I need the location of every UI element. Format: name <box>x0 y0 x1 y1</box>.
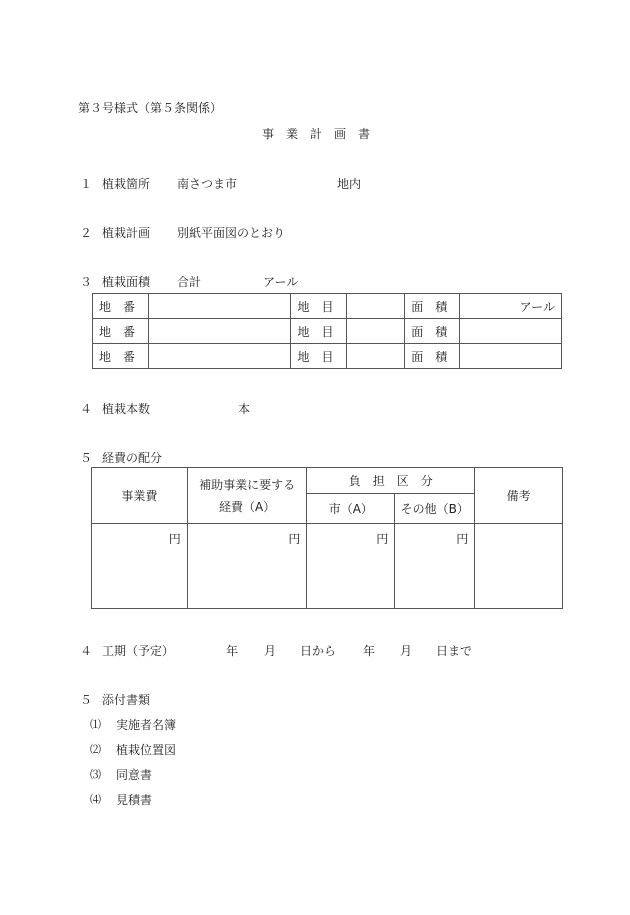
expense-table <box>91 467 563 609</box>
section-label: 植栽面積 <box>102 275 151 289</box>
item-text: 同意書 <box>116 768 153 782</box>
table-header-row <box>92 468 563 494</box>
item-text: 見積書 <box>116 793 153 807</box>
year-label: 年 <box>226 644 239 658</box>
item-text: 植栽位置図 <box>116 743 177 757</box>
item-index: ⑶ <box>90 768 101 781</box>
day-from-label: 日から <box>300 644 337 658</box>
header-sonota: その他（B） <box>395 494 475 524</box>
chimoku-value[interactable] <box>347 319 405 344</box>
document-title: 事 業 計 画 書 <box>262 127 371 141</box>
section-number: ２ <box>80 226 93 240</box>
table-row <box>92 524 563 609</box>
item-text: 実施者名簿 <box>116 718 177 732</box>
section-number: ５ <box>80 451 93 465</box>
header-jigyohi: 事業費 <box>92 468 188 524</box>
sonota-value[interactable]: 円 <box>395 524 475 609</box>
table-row <box>93 294 562 319</box>
year-label-2: 年 <box>363 644 376 658</box>
chiban-label: 地 番 <box>93 344 149 369</box>
plan-value: 別紙平面図のとおり <box>177 226 286 240</box>
biko-value[interactable] <box>475 524 563 609</box>
total-label: 合計 <box>177 275 202 289</box>
chiban-label: 地 番 <box>93 319 149 344</box>
item-index: ⑷ <box>90 793 101 806</box>
chiban-value[interactable] <box>148 344 291 369</box>
count-unit: 本 <box>238 402 251 416</box>
section-label: 植栽計画 <box>102 226 151 240</box>
header-futan: 負 担 区 分 <box>307 468 475 494</box>
header-biko: 備考 <box>475 468 563 524</box>
section-number: １ <box>80 177 93 191</box>
menseki-value[interactable] <box>460 344 562 369</box>
section-label: 経費の配分 <box>102 451 163 465</box>
table-row <box>93 344 562 369</box>
section-number: ３ <box>80 275 93 289</box>
section-label: 植栽箇所 <box>102 177 151 191</box>
location-suffix: 地内 <box>337 177 362 191</box>
chiban-value[interactable] <box>148 319 291 344</box>
section-label: 植栽本数 <box>102 402 151 416</box>
day-to-label: 日まで <box>436 644 473 658</box>
header-hojo-line2: 経費（A） <box>218 499 276 514</box>
header-hojo <box>187 468 307 524</box>
chimoku-value[interactable] <box>347 344 405 369</box>
header-shi: 市（A） <box>307 494 395 524</box>
chiban-value[interactable] <box>148 294 291 319</box>
city-name: 南さつま市 <box>177 177 238 191</box>
month-label-2: 月 <box>400 644 413 658</box>
shi-value[interactable]: 円 <box>307 524 395 609</box>
chimoku-label: 地 目 <box>291 294 347 319</box>
item-index: ⑵ <box>90 743 101 756</box>
form-number: 第３号様式（第５条関係） <box>78 101 223 115</box>
chimoku-value[interactable] <box>347 294 405 319</box>
section-number: ４ <box>80 402 93 416</box>
menseki-value[interactable]: アール <box>460 294 562 319</box>
menseki-value[interactable] <box>460 319 562 344</box>
item-index: ⑴ <box>90 718 101 731</box>
section-number: ５ <box>80 693 93 707</box>
menseki-label: 面 積 <box>405 319 460 344</box>
jigyohi-value[interactable]: 円 <box>92 524 188 609</box>
total-unit: アール <box>263 275 299 289</box>
chiban-label: 地 番 <box>93 294 149 319</box>
month-label: 月 <box>264 644 277 658</box>
header-hojo-line1: 補助事業に要する <box>199 477 296 492</box>
section-label: 工期（予定） <box>102 644 175 658</box>
table-row <box>93 319 562 344</box>
chimoku-label: 地 目 <box>291 319 347 344</box>
chimoku-label: 地 目 <box>291 344 347 369</box>
section-label: 添付書類 <box>102 693 151 707</box>
section-number: ４ <box>80 644 93 658</box>
menseki-label: 面 積 <box>405 344 460 369</box>
menseki-label: 面 積 <box>405 294 460 319</box>
area-table <box>92 293 562 369</box>
hojo-value[interactable]: 円 <box>187 524 307 609</box>
